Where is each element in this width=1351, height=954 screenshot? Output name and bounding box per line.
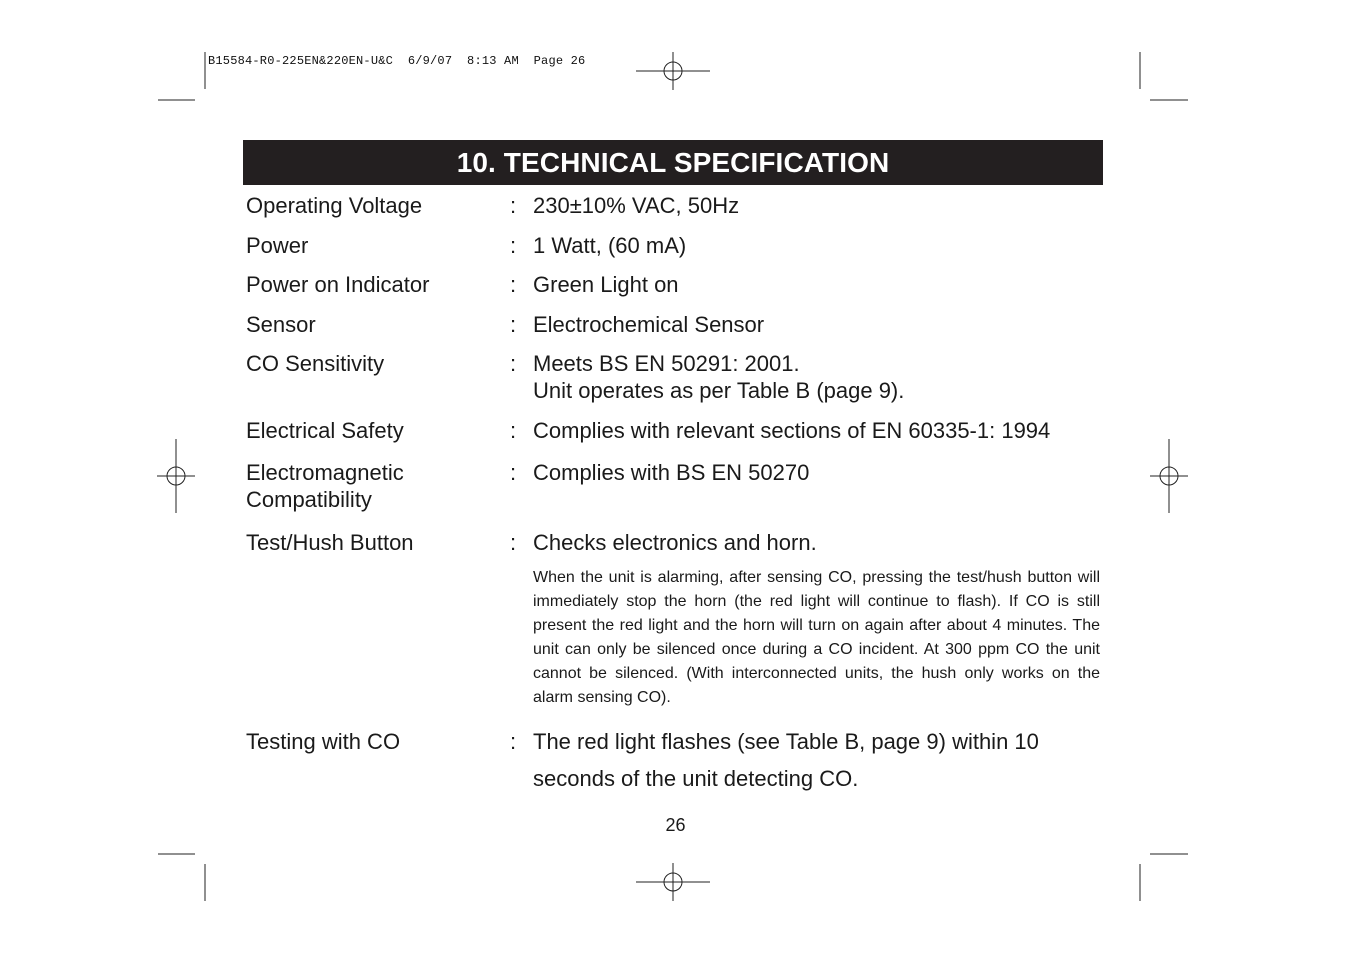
spec-separator: : (510, 193, 517, 218)
spec-label-power-indicator: Power on Indicator (246, 272, 430, 297)
print-slug: B15584-R0-225EN&220EN-U&C 6/9/07 8:13 AM Page 26 (208, 54, 586, 68)
page-number: 26 (665, 815, 686, 835)
spec-value-testing-with-co: The red light flashes (see Table B, page 9) within 10 (533, 729, 1039, 754)
spec-label-operating-voltage: Operating Voltage (246, 193, 423, 218)
spec-separator: : (510, 418, 517, 443)
spec-value-co-sensitivity: Meets BS EN 50291: 2001. (533, 351, 800, 376)
spec-separator: : (510, 233, 517, 258)
spec-label-power: Power (246, 233, 309, 258)
spec-value-electrical-safety: Complies with relevant sections of EN 60335-1: 1994 (533, 418, 1051, 443)
spec-label-sensor: Sensor (246, 312, 316, 337)
spec-label-electromagnetic: Electromagnetic (246, 460, 404, 485)
spec-separator: : (510, 530, 517, 555)
spec-value-emc: Complies with BS EN 50270 (533, 460, 810, 485)
spec-label-testing-with-co: Testing with CO (246, 729, 401, 754)
spec-value-power-indicator: Green Light on (533, 272, 679, 297)
spec-value-operating-voltage: 230±10% VAC, 50Hz (533, 193, 740, 218)
spec-label-test-hush-button: Test/Hush Button (246, 530, 414, 555)
spec-separator: : (510, 729, 517, 754)
spec-separator: : (510, 312, 517, 337)
spec-value-sensor: Electrochemical Sensor (533, 312, 765, 337)
spec-value-test-hush-button: Checks electronics and horn. (533, 530, 817, 555)
spec-value-testing-with-co-line2: seconds of the unit detecting CO. (533, 766, 859, 791)
test-hush-note: When the unit is alarming, after sensing CO, pressing the test/hush button will immediately stop the horn (the red light will continue to flash). If CO is still present the red light and the horn will turn on again after about 4 minutes. The unit can only be silenced once during a CO incident. At 300 ppm CO the unit cannot be silenced. (With interconnected units, the hush only works on the alarm sensing CO). (533, 569, 1100, 706)
spec-separator: : (510, 351, 517, 376)
spec-value-co-sensitivity-line2: Unit operates as per Table B (page 9). (533, 378, 905, 403)
spec-separator: : (510, 460, 517, 485)
section-title-bar (243, 140, 1103, 185)
spec-label-electrical-safety: Electrical Safety (246, 418, 404, 443)
spec-separator: : (510, 272, 517, 297)
spec-label-co-sensitivity: CO Sensitivity (246, 351, 385, 376)
spec-value-power: 1 Watt, (60 mA) (533, 233, 687, 258)
spec-label-compatibility: Compatibility (246, 487, 372, 512)
section-title: 10. TECHNICAL SPECIFICATION (456, 146, 890, 178)
